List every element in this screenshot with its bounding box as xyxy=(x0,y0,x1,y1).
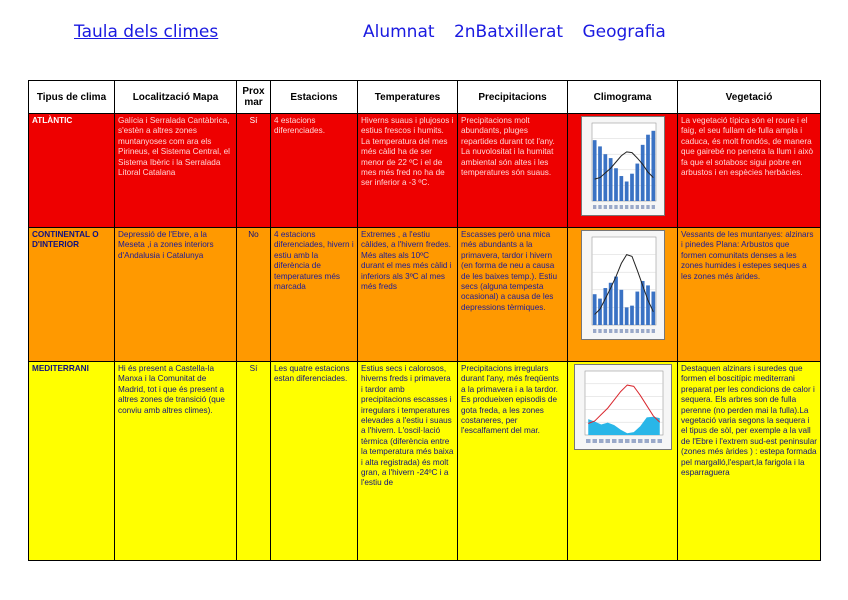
climograma-cell xyxy=(568,114,678,228)
climograma-cell xyxy=(568,362,678,561)
precipitation-bar xyxy=(598,299,602,325)
localitzacio-cell: Hi és present a Castella-la Manxa i la Comunitat de Madrid, tot i que és present a altres zones de transició (que conviu amb altres climes). xyxy=(115,362,237,561)
precipitacions-cell: Precipitacions irregulars durant l'any, més freqüents a la primavera i a la tardor. Es produeixen episodis de gota freda, a les zones costaneres, per l'escalfament del mar. xyxy=(458,362,568,561)
climograph-mediterrani xyxy=(574,364,672,450)
estacions-cell: 4 estacions diferenciades. xyxy=(271,114,358,228)
month-cell xyxy=(641,329,644,333)
col-header-precipitacions: Precipitacions xyxy=(458,81,568,114)
month-cell xyxy=(635,205,638,209)
month-cell xyxy=(592,439,597,443)
month-cell xyxy=(644,439,649,443)
month-cell xyxy=(651,439,656,443)
student-course-subject: Alumnat 2nBatxillerat Geografia xyxy=(363,22,666,42)
month-cell xyxy=(631,439,636,443)
vegetacio-cell: Vessants de les muntanyes: alzinars i pinedes Plana: Arbustos que formen comunitats denses a les zones humides i estepes seques a les zones més àrides. xyxy=(678,228,821,362)
climate-table xyxy=(28,80,821,561)
estacions-cell: Les quatre estacions estan diferenciades. xyxy=(271,362,358,561)
page-title[interactable]: Taula dels climes xyxy=(74,22,219,42)
month-cell xyxy=(625,205,628,209)
precipitation-bar xyxy=(630,174,634,201)
prox-mar-cell: Sí xyxy=(237,362,271,561)
month-cell xyxy=(651,329,654,333)
temperatures-cell: Extremes , a l'estiu càlides, a l'hivern fredes. Més altes als 10ºC durant el mes més càlid i inferiors als 3ºC al mes més freds xyxy=(358,228,458,362)
precipitation-bar xyxy=(635,164,639,201)
month-cell xyxy=(614,205,617,209)
climograma-cell xyxy=(568,228,678,362)
localitzacio-cell: Galícia i Serralada Cantàbrica, s'estèn a altres zones muntanyoses com ara els Pirineus, el Sistema Central, el Sistema Ibèric i la Serralada Litoral Catalana xyxy=(115,114,237,228)
col-header-prox-mar: Prox mar xyxy=(237,81,271,114)
month-cell xyxy=(630,205,633,209)
precipitation-bar xyxy=(598,146,602,201)
month-cell xyxy=(619,329,622,333)
month-cell xyxy=(618,439,623,443)
month-cell xyxy=(646,205,649,209)
month-cell xyxy=(603,205,606,209)
prox-mar-cell: No xyxy=(237,228,271,362)
temperatures-cell: Hiverns suaus i plujosos i estius frescos i humits. La temperatura del mes més càlid ha de ser menor de 22 ºC i el de mes més fred no ha de ser inferior a -3 ºC. xyxy=(358,114,458,228)
header-row xyxy=(29,81,821,114)
precipitation-bar xyxy=(619,176,623,201)
precipitation-bar xyxy=(614,277,618,325)
col-header-localitzacio: Localització Mapa xyxy=(115,81,237,114)
climate-name: CONTINENTAL O D'INTERIOR xyxy=(29,228,115,362)
col-header-climograma: Climograma xyxy=(568,81,678,114)
month-cell xyxy=(598,329,601,333)
month-cell xyxy=(625,439,630,443)
table-row-atlantic xyxy=(29,114,821,228)
month-cell xyxy=(593,329,596,333)
prox-mar-cell: Sí xyxy=(237,114,271,228)
month-cell xyxy=(619,205,622,209)
month-cell xyxy=(598,205,601,209)
month-cell xyxy=(609,329,612,333)
precipitation-bar xyxy=(603,154,607,201)
col-header-vegetacio: Vegetació xyxy=(678,81,821,114)
precipitation-bar xyxy=(646,285,650,325)
precipitacions-cell: Escasses però una mica més abundants a la primavera, tardor i hivern (en forma de neu a causa de les baixes temp.). Estiu secs (alguna tempesta ocasional) a causa de les depressions tèrmiques. xyxy=(458,228,568,362)
precipitation-bar xyxy=(619,290,623,325)
table-row-continental xyxy=(29,228,821,362)
month-cell xyxy=(630,329,633,333)
table-row-mediterrani xyxy=(29,362,821,561)
col-header-tipus: Tipus de clima xyxy=(29,81,115,114)
month-cell xyxy=(635,329,638,333)
precipitation-bar xyxy=(592,294,596,325)
precipitation-bar xyxy=(614,168,618,201)
temperatures-cell: Estius secs i calorosos, hiverns freds i primavera i tardor amb precipitacions escasses i irregulars i temperatures elevades a l'estiu i suaus a l'hivern. L'oscil·lació tèrmica (diferència entre la temperatura més baixa i alta registrada) és molt gran, a l'hivern -24ºC i a l'estiu de xyxy=(358,362,458,561)
precipitation-bar xyxy=(624,307,628,325)
climate-name: ATLÀNTIC xyxy=(29,114,115,228)
month-cell xyxy=(651,205,654,209)
vegetacio-cell: Destaquen alzinars i suredes que formen el boscitípic mediterrani preparat per les condicions de calor i sequera. Els arbres son de fulla perenne (no perden mai la fulla).La vegetació varia segons la sequera i el tipus de sòl, per exemple a la vall de l'Ebre i l'extrem sud-est peninsular (zones més àrides ) : estepa formada pel margalló,l'espart,la farigola i la esparraguera xyxy=(678,362,821,561)
month-cell xyxy=(612,439,617,443)
month-cell xyxy=(605,439,610,443)
precipitation-bar xyxy=(608,158,612,201)
climograph-continental xyxy=(581,230,665,340)
precipitation-bar xyxy=(651,131,655,201)
precipitation-bar xyxy=(640,145,644,201)
estacions-cell: 4 estacions diferenciades, hivern i estiu amb la diferència de temperatures més marcada xyxy=(271,228,358,362)
precipitation-bar xyxy=(630,306,634,325)
climograph-atlantic xyxy=(581,116,665,216)
month-cell xyxy=(603,329,606,333)
precipitation-bar xyxy=(603,288,607,325)
month-cell xyxy=(638,439,643,443)
col-header-estacions: Estacions xyxy=(271,81,358,114)
month-cell xyxy=(614,329,617,333)
vegetacio-cell: La vegetació típica són el roure i el faig, el seu fullam de fulla ampla i caduca, és molt frondós, de manera que gairebé no penetra la llum i això fa que el sotabosc sigui pobre en arbustos i en espècies herbàcies. xyxy=(678,114,821,228)
month-cell xyxy=(599,439,604,443)
precipitation-bar xyxy=(592,140,596,201)
month-cell xyxy=(646,329,649,333)
precipitation-bar xyxy=(635,292,639,325)
month-cell xyxy=(641,205,644,209)
month-cell xyxy=(593,205,596,209)
month-cell xyxy=(657,439,662,443)
month-cell xyxy=(625,329,628,333)
col-header-temperatures: Temperatures xyxy=(358,81,458,114)
precipitacions-cell: Precipitacions molt abundants, pluges repartides durant tot l'any. La nuvolositat i la humitat ambiental són altes i les temperatures són suaus. xyxy=(458,114,568,228)
precipitation-bar xyxy=(624,182,628,202)
localitzacio-cell: Depressió de l'Ebre, a la Meseta ,i a zones interiors d'Andalusia i Catalunya xyxy=(115,228,237,362)
month-cell xyxy=(586,439,591,443)
precipitation-bar xyxy=(646,135,650,201)
climate-name: MEDITERRANI xyxy=(29,362,115,561)
month-cell xyxy=(609,205,612,209)
